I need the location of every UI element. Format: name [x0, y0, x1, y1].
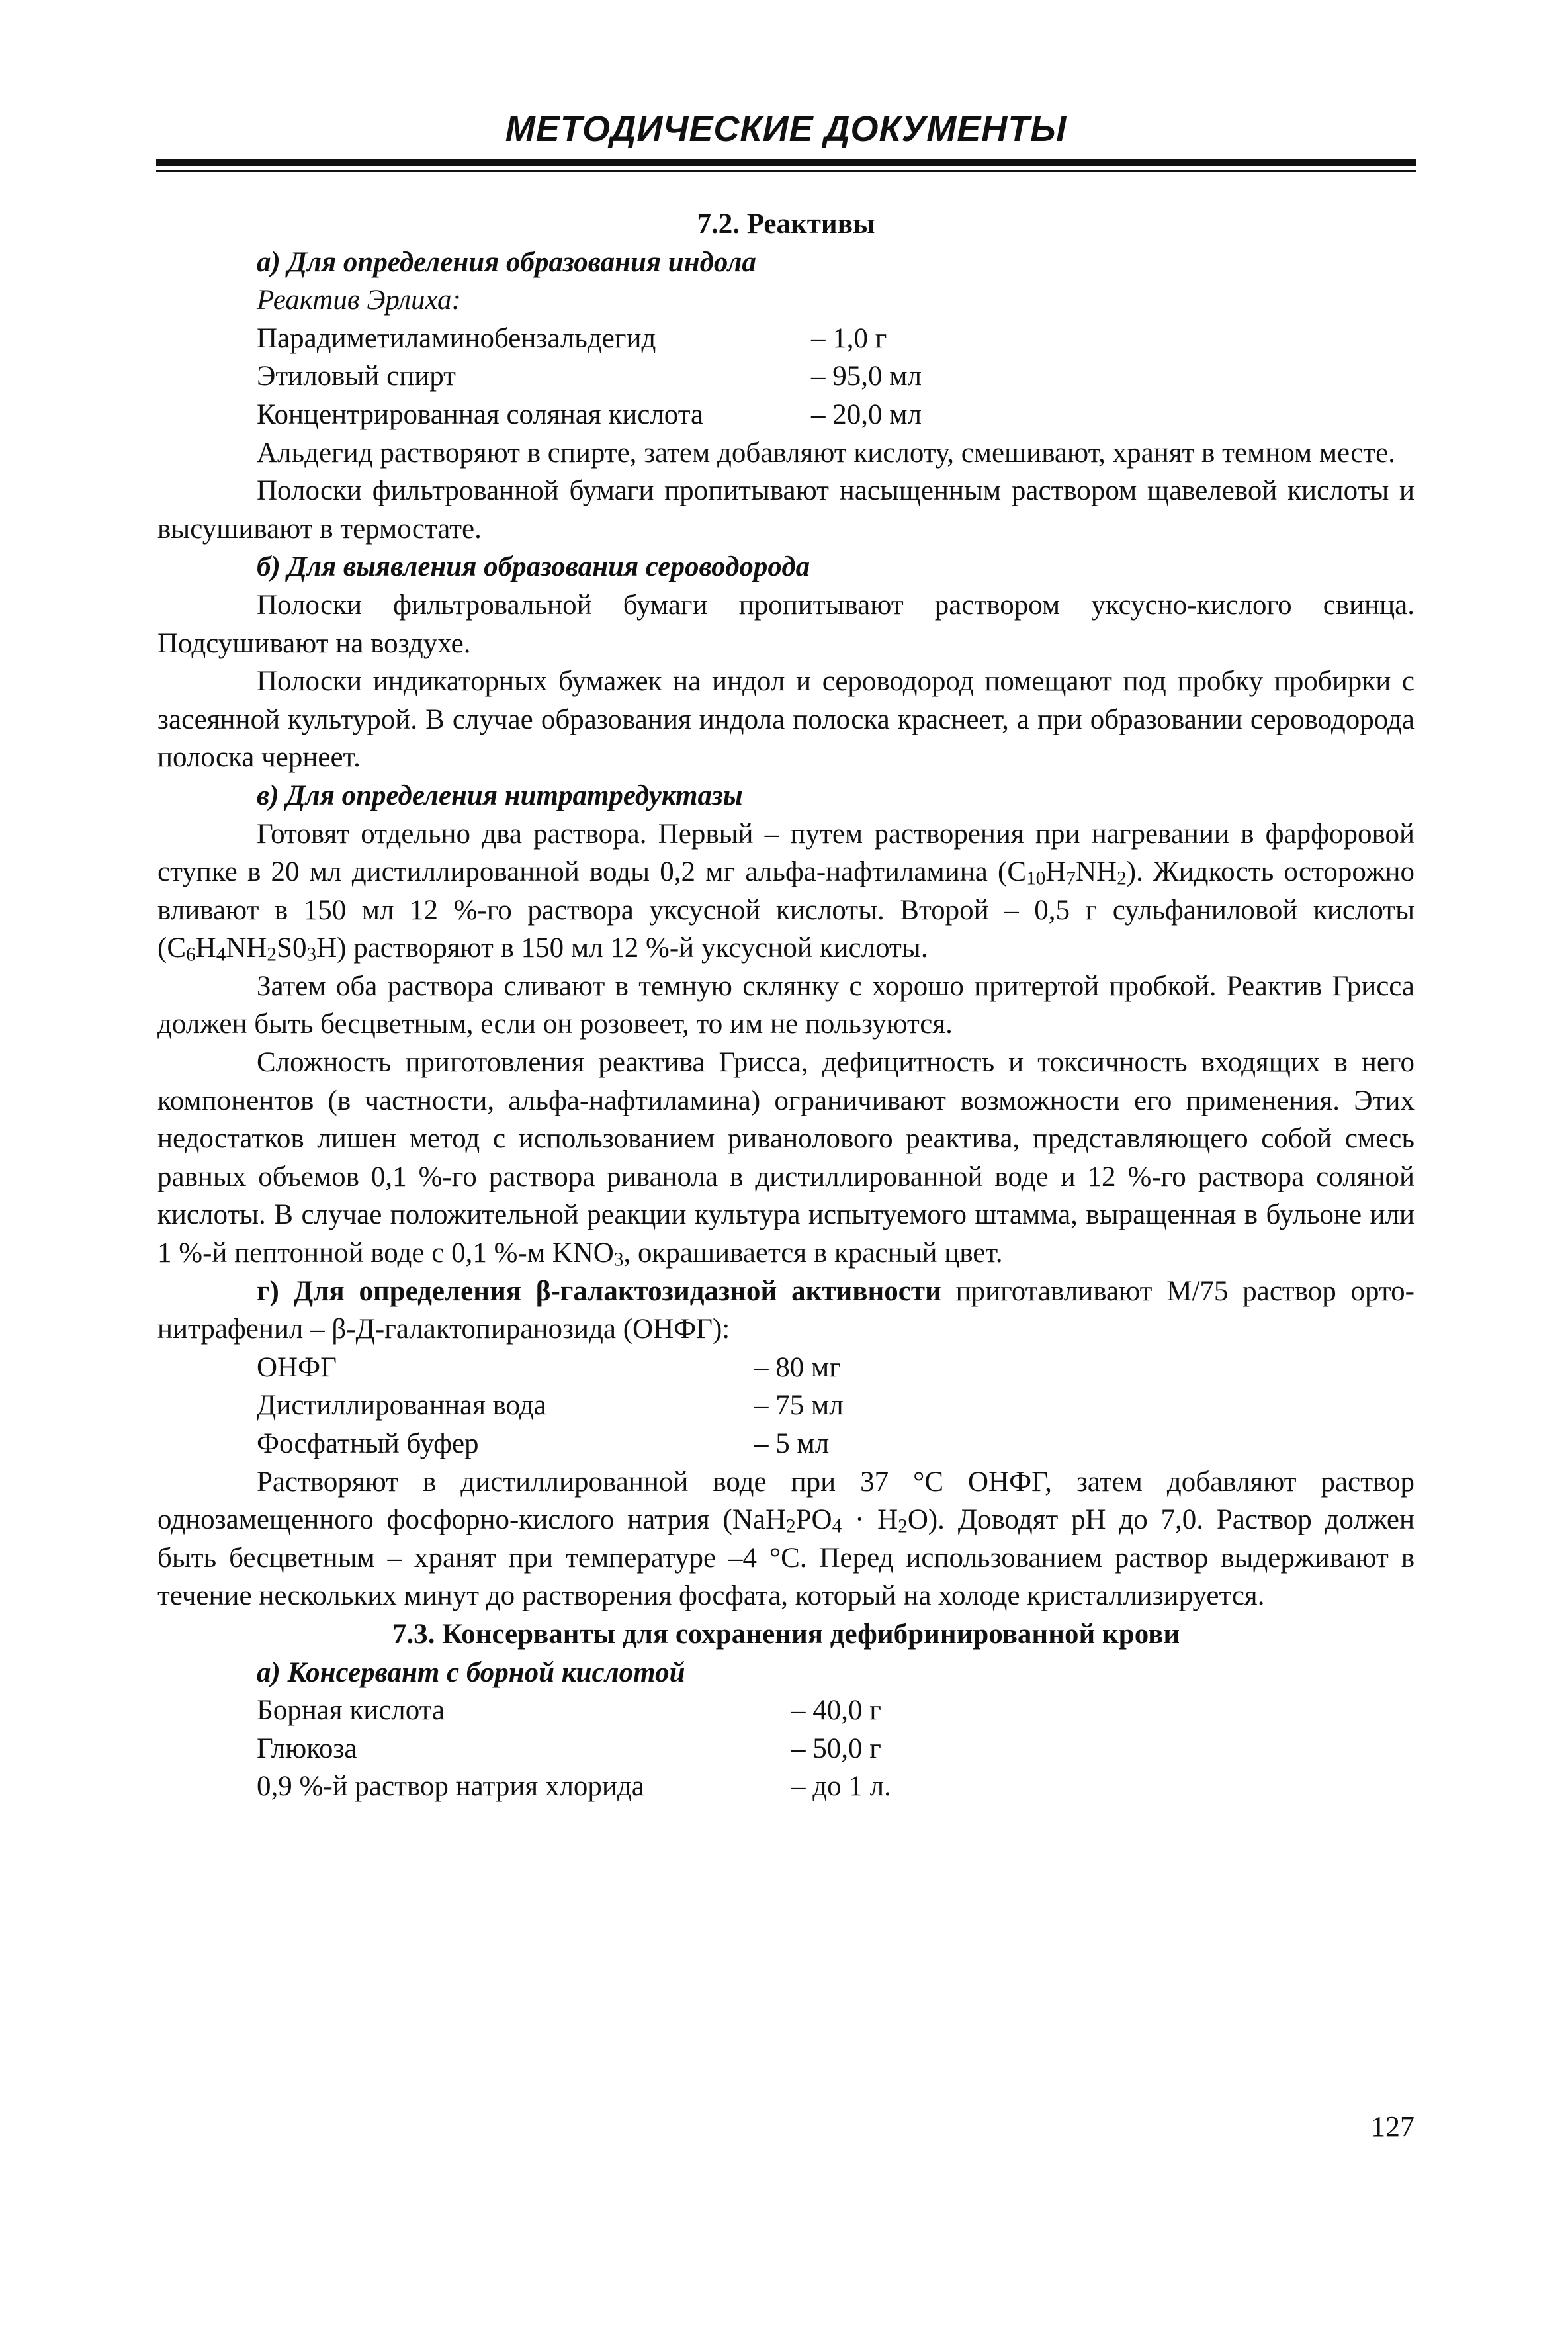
ingredient-name: 0,9 %-й раствор натрия хлорида	[257, 1771, 644, 1803]
ingredient-name: Дистиллированная вода	[257, 1390, 546, 1421]
header-rule-thick	[156, 159, 1416, 166]
paragraph: Затем оба раствора сливают в темную склянку с хорошо притертой пробкой. Реактив Грисса должен быть бесцветным, если он розовеет, то им не пользуются.	[157, 970, 1415, 1040]
ingredient-name: Глюкоза	[257, 1732, 357, 1764]
ingredient-amount: – до 1 л.	[791, 1771, 891, 1803]
ingredient-name: Фосфатный буфер	[257, 1428, 479, 1459]
running-header: МЕТОДИЧЕСКИЕ ДОКУМЕНТЫ	[505, 109, 1067, 149]
ingredient-name: Борная кислота	[257, 1695, 445, 1727]
ingredient-amount: – 50,0 г	[791, 1732, 881, 1764]
ingredient-row	[157, 396, 1415, 434]
paragraph-nitrate-reagent: Готовят отдельно два раствора. Первый – путем растворения при нагревании в фарфоровой ступке в 20 мл дистиллированной воды 0,2 мг альфа-нафтиламина $(C_{10}H_7NH_2)$. Жидкость осторожно вливают в 150 мл 12 %-го раствора уксусной кислоты. Второй – 0,5 г сульфаниловой кислоты $(C_6H_4NH_2S0_3H)$ растворяют в 150 мл 12 %-й уксусной кислоты.	[157, 818, 1415, 965]
ingredient-row	[157, 357, 1415, 396]
ingredient-amount: – 1,0 г	[811, 322, 887, 354]
ingredient-row	[157, 1691, 1415, 1730]
header-rule-thin	[156, 170, 1416, 172]
paragraph: Альдегид растворяют в спирте, затем добавляют кислоту, смешивают, хранят в темном месте.	[257, 437, 1395, 469]
paragraph: Полоски индикаторных бумажек на индол и сероводород помещают под пробку пробирки с засеянной культурой. В случае образования индола полоска краснеет, а при образовании сероводорода полоска чернеет.	[157, 666, 1415, 774]
ingredient-name: Этиловый спирт	[257, 361, 456, 392]
ingredient-row	[157, 1730, 1415, 1768]
subsection-heading-v: в) Для определения нитратредуктазы	[257, 780, 743, 811]
ingredient-row	[157, 1768, 1415, 1806]
ingredient-name: ОНФГ	[257, 1351, 337, 1383]
ingredient-row	[157, 320, 1415, 358]
page-content	[157, 205, 1415, 1806]
paragraph-onpg: Растворяют в дистиллированной воде при 37 °С ОНФГ, затем добавляют раствор однозамещенного фосфорно-кислого натрия $(NaH_2PO_4 \cdot H_2O)$. Доводят pH до 7,0. Раствор должен быть бесцветным – хранят при температуре –4 °С. Перед использованием раствор выдерживают в течение нескольких минут до растворения фосфата, который на холоде кристаллизируется.	[157, 1466, 1415, 1612]
ingredient-name: Концентрированная соляная кислота	[257, 398, 704, 430]
subsection-heading-g: г) Для определения β-галактозидазной активности приготавливают М/75 раствор орто-нитрафенил – β-Д-галактопиранозида (ОНФГ):	[157, 1275, 1415, 1345]
paragraph: Полоски фильтровальной бумаги пропитывают раствором уксусно-кислого свинца. Подсушивают на воздухе.	[157, 589, 1415, 659]
paragraph-rivanol: Сложность приготовления реактива Грисса, дефицитность и токсичность входящих в него компонентов (в частности, альфа-нафтиламина) ограничивают возможности его применения. Этих недостатков лишен метод с использованием риванолового реактива, представляющего собой смесь равных объемов 0,1 %-го раствора риванола в дистиллированной воде и 12 %-го раствора соляной кислоты. В случае положительной реакции культура испытуемого штамма, выращенная в бульоне или 1 %-й пептонной воде с 0,1 %-м $KNO_3$, окрашивается в красный цвет.	[157, 1047, 1415, 1271]
ingredient-amount: – 5 мл	[754, 1428, 830, 1459]
reagent-name-ehrlich: Реактив Эрлиха:	[257, 285, 461, 316]
ingredient-amount: – 95,0 мл	[811, 361, 922, 392]
ingredient-amount: – 75 мл	[754, 1390, 844, 1421]
ingredient-name: Парадиметиламинобензальдегид	[257, 322, 656, 354]
page-number: 127	[1371, 2110, 1415, 2143]
subsection-heading-a: а) Для определения образования индола	[257, 246, 756, 278]
subsection-heading-preservative: а) Консервант с борной кислотой	[257, 1656, 685, 1688]
ingredient-amount: – 40,0 г	[791, 1695, 881, 1727]
subsection-heading-b: б) Для выявления образования сероводорода	[257, 551, 810, 583]
section-title-7-3: 7.3. Консерванты для сохранения дефибринированной крови	[392, 1618, 1180, 1650]
ingredient-amount: – 20,0 мл	[811, 398, 922, 430]
section-title-7-2: 7.2. Реактивы	[697, 208, 875, 240]
ingredient-row	[157, 1386, 1415, 1425]
ingredient-amount: – 80 мг	[754, 1351, 841, 1383]
paragraph: Полоски фильтрованной бумаги пропитывают насыщенным раствором щавелевой кислоты и высушивают в термостате.	[157, 475, 1415, 545]
ingredient-row	[157, 1349, 1415, 1387]
ingredient-row	[157, 1425, 1415, 1463]
